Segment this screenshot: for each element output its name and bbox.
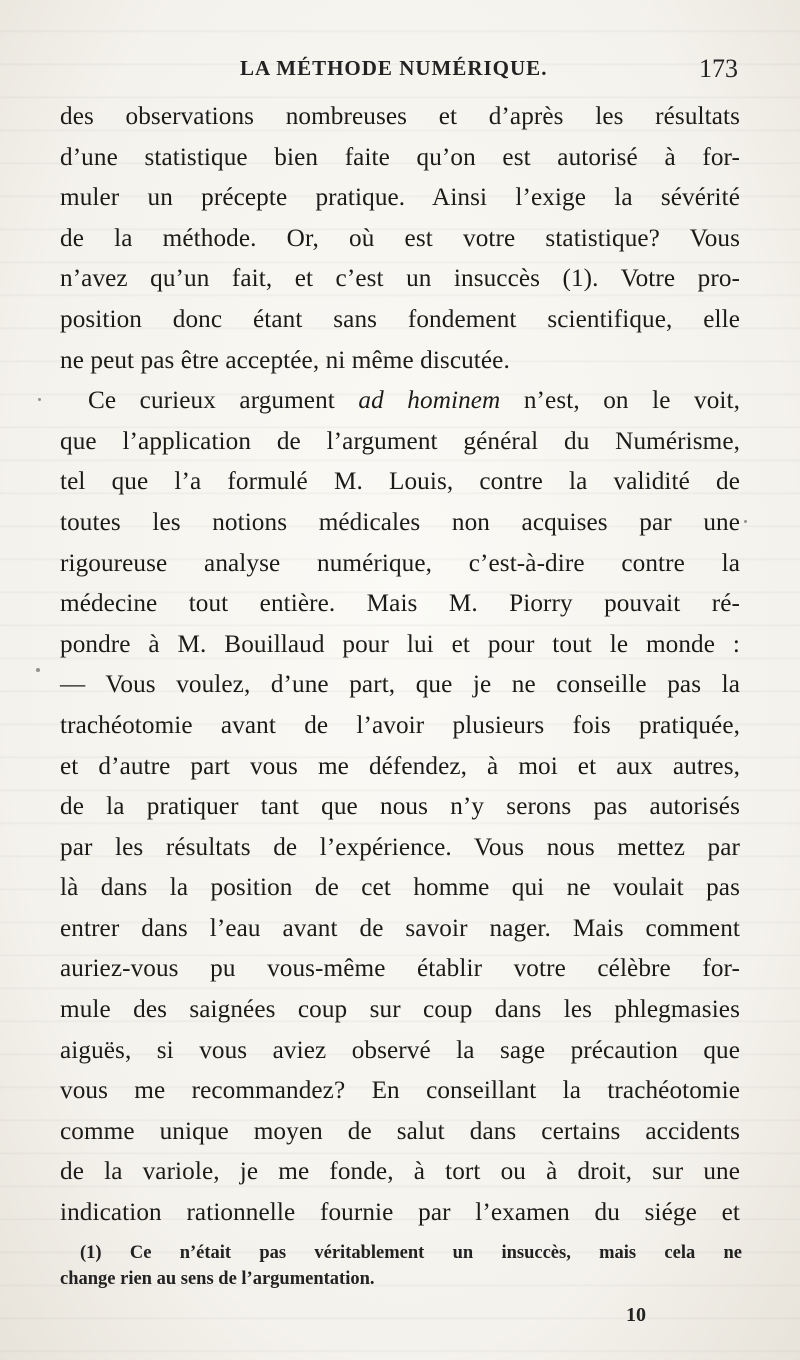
text-line: n’avez qu’un fait, et c’est un insuccès (1). Votre pro- — [60, 265, 740, 293]
text-line: ne peut pas être acceptée, ni même discutée. — [60, 346, 510, 374]
text-line: d’une statistique bien faite qu’on est autorisé à for- — [60, 143, 740, 171]
text-line: de la pratiquer tant que nous n’y serons pas autorisés — [60, 793, 740, 821]
text-line: rigoureuse analyse numérique, c’est-à-dire contre la — [60, 549, 740, 577]
text-line: de la méthode. Or, où est votre statistique? Vous — [60, 224, 740, 252]
paper-speck — [744, 520, 747, 523]
running-title: LA MÉTHODE NUMÉRIQUE. — [240, 56, 548, 80]
text-line: de la variole, je me fonde, à tort ou à droit, sur une — [60, 1158, 740, 1186]
text-line: par les résultats de l’expérience. Vous nous mettez par — [60, 833, 740, 861]
paper-speck — [38, 398, 41, 401]
footnote — [60, 1240, 742, 1292]
text-line: toutes les notions médicales non acquises par une — [60, 508, 740, 536]
text-line: et d’autre part vous me défendez, à moi et aux autres, — [60, 752, 740, 780]
text-line-paragraph-start — [60, 381, 740, 422]
text-line: des observations nombreuses et d’après les résultats — [60, 103, 740, 130]
text-line: là dans la position de cet homme qui ne voulait pas — [60, 874, 740, 902]
latin-phrase: ad hominem — [358, 387, 501, 415]
text-line: que l’application de l’argument général du Numérisme, — [60, 427, 740, 455]
text-line: — Vous voulez, d’une part, que je ne conseille pas la — [60, 671, 740, 699]
text-fragment: Ce curieux argument — [88, 387, 335, 415]
footnote-line: (1) Ce n’était pas véritablement un insuccès, mais cela ne — [80, 1243, 742, 1263]
text-line: médecine tout entière. Mais M. Piorry pouvait ré- — [60, 590, 740, 618]
body-text — [60, 97, 740, 1234]
text-line: indication rationnelle fournie par l’examen du siége et — [60, 1199, 740, 1227]
text-line: auriez-vous pu vous-même établir votre célèbre for- — [60, 955, 740, 983]
paper-speck — [36, 668, 40, 672]
text-line: aiguës, si vous aviez observé la sage précaution que — [60, 1036, 740, 1064]
text-line: vous me recommandez? En conseillant la trachéotomie — [60, 1077, 740, 1105]
signature-mark: 10 — [626, 1304, 646, 1326]
text-line: position donc étant sans fondement scientifique, elle — [60, 305, 740, 333]
text-fragment: n’est, on le voit, — [500, 387, 740, 415]
footnote-line: change rien au sens de l’argumentation. — [60, 1269, 375, 1289]
page-number: 173 — [699, 54, 738, 83]
text-line: comme unique moyen de salut dans certains accidents — [60, 1117, 740, 1145]
page-header — [60, 56, 738, 86]
text-line: mule des saignées coup sur coup dans les phlegmasies — [60, 996, 740, 1024]
text-line: pondre à M. Bouillaud pour lui et pour tout le monde : — [60, 630, 740, 658]
text-line: entrer dans l’eau avant de savoir nager. Mais comment — [60, 914, 740, 942]
text-line: trachéotomie avant de l’avoir plusieurs fois pratiquée, — [60, 711, 740, 739]
text-line: tel que l’a formulé M. Louis, contre la validité de — [60, 468, 740, 496]
text-line: muler un précepte pratique. Ainsi l’exige la sévérité — [60, 184, 740, 212]
